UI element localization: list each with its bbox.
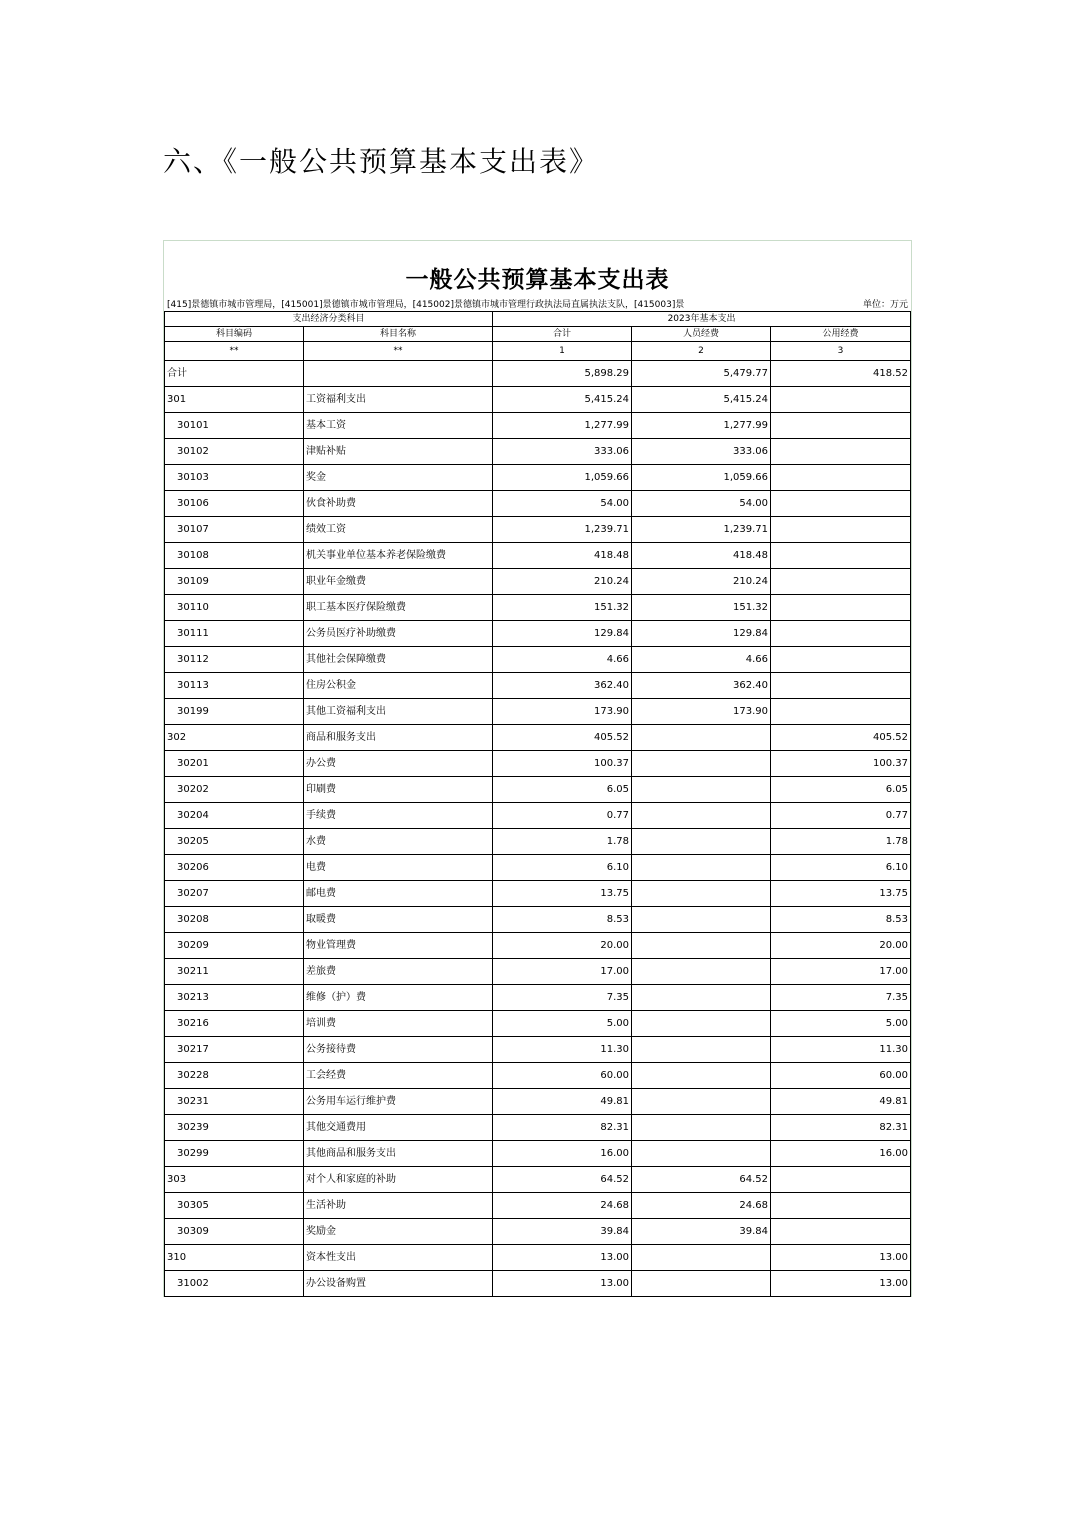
table-row (165, 569, 911, 595)
cell-public: 8.53 (771, 907, 911, 933)
cell-personnel (632, 829, 771, 855)
cell-name: 电费 (304, 855, 493, 881)
cell-total: 6.10 (493, 855, 632, 881)
cell-total: 13.75 (493, 881, 632, 907)
cell-total: 210.24 (493, 569, 632, 595)
cell-public: 17.00 (771, 959, 911, 985)
cell-code: 30207 (165, 881, 304, 907)
cell-total: 1.78 (493, 829, 632, 855)
cell-name: 其他社会保障缴费 (304, 647, 493, 673)
cell-code: 30113 (165, 673, 304, 699)
table-row (165, 725, 911, 751)
cell-code: 30201 (165, 751, 304, 777)
cell-personnel: 5,479.77 (632, 361, 771, 387)
cell-personnel (632, 881, 771, 907)
cell-personnel: 1,239.71 (632, 517, 771, 543)
cell-code: 310 (165, 1245, 304, 1271)
table-row (165, 517, 911, 543)
cell-total: 129.84 (493, 621, 632, 647)
cell-public: 0.77 (771, 803, 911, 829)
cell-name: 职业年金缴费 (304, 569, 493, 595)
cell-total: 151.32 (493, 595, 632, 621)
cell-code: 30228 (165, 1063, 304, 1089)
cell-personnel: 24.68 (632, 1193, 771, 1219)
table-row (165, 777, 911, 803)
cell-personnel: 362.40 (632, 673, 771, 699)
table-row (165, 1089, 911, 1115)
table-row (165, 361, 911, 387)
budget-sheet (163, 240, 912, 1297)
table-row (165, 855, 911, 881)
cell-personnel: 4.66 (632, 647, 771, 673)
cell-public (771, 673, 911, 699)
cell-personnel (632, 725, 771, 751)
cell-personnel (632, 1271, 771, 1297)
sheet-title: 一般公共预算基本支出表 (405, 267, 670, 293)
cell-name: 其他交通费用 (304, 1115, 493, 1141)
cell-name: 津贴补贴 (304, 439, 493, 465)
cell-personnel: 151.32 (632, 595, 771, 621)
cell-code: 30108 (165, 543, 304, 569)
cell-name: 取暖费 (304, 907, 493, 933)
cell-personnel: 5,415.24 (632, 387, 771, 413)
cell-public (771, 1167, 911, 1193)
cell-code: 31002 (165, 1271, 304, 1297)
cell-name: 办公费 (304, 751, 493, 777)
cell-personnel: 39.84 (632, 1219, 771, 1245)
cell-name: 物业管理费 (304, 933, 493, 959)
cell-name (304, 361, 493, 387)
table-row (165, 465, 911, 491)
header-column-row (165, 327, 911, 342)
cell-personnel (632, 1115, 771, 1141)
cell-public: 7.35 (771, 985, 911, 1011)
cell-code: 30205 (165, 829, 304, 855)
cell-personnel: 333.06 (632, 439, 771, 465)
cell-code: 30206 (165, 855, 304, 881)
cell-public (771, 699, 911, 725)
cell-code: 30208 (165, 907, 304, 933)
cell-total: 418.48 (493, 543, 632, 569)
cell-code: 30239 (165, 1115, 304, 1141)
cell-name: 工会经费 (304, 1063, 493, 1089)
cell-total: 4.66 (493, 647, 632, 673)
cell-code: 30211 (165, 959, 304, 985)
cell-name: 其他工资福利支出 (304, 699, 493, 725)
table-row (165, 829, 911, 855)
cell-personnel (632, 1037, 771, 1063)
cell-personnel (632, 907, 771, 933)
cell-public (771, 621, 911, 647)
cell-public: 82.31 (771, 1115, 911, 1141)
cell-total: 173.90 (493, 699, 632, 725)
table-row (165, 387, 911, 413)
cell-code: 30106 (165, 491, 304, 517)
table-row (165, 959, 911, 985)
cell-public: 6.05 (771, 777, 911, 803)
cell-name: 伙食补助费 (304, 491, 493, 517)
section-heading: 六、《一般公共预算基本支出表》 (163, 145, 600, 178)
table-row (165, 699, 911, 725)
cell-code: 30213 (165, 985, 304, 1011)
table-row (165, 543, 911, 569)
cell-total: 1,239.71 (493, 517, 632, 543)
budget-table-body (165, 361, 911, 1297)
cell-total: 13.00 (493, 1271, 632, 1297)
cell-public: 418.52 (771, 361, 911, 387)
table-row (165, 1037, 911, 1063)
index-name: ** (304, 342, 493, 361)
cell-code: 30102 (165, 439, 304, 465)
cell-code: 30112 (165, 647, 304, 673)
cell-name: 基本工资 (304, 413, 493, 439)
cell-code: 30204 (165, 803, 304, 829)
cell-public (771, 647, 911, 673)
cell-total: 49.81 (493, 1089, 632, 1115)
cell-total: 1,277.99 (493, 413, 632, 439)
cell-total: 8.53 (493, 907, 632, 933)
cell-public: 20.00 (771, 933, 911, 959)
cell-personnel: 173.90 (632, 699, 771, 725)
cell-name: 资本性支出 (304, 1245, 493, 1271)
cell-public: 60.00 (771, 1063, 911, 1089)
index-personnel: 2 (632, 342, 771, 361)
table-row (165, 413, 911, 439)
header-public: 公用经费 (771, 327, 911, 342)
cell-total: 17.00 (493, 959, 632, 985)
cell-code: 303 (165, 1167, 304, 1193)
cell-personnel (632, 777, 771, 803)
cell-public: 405.52 (771, 725, 911, 751)
cell-code: 30202 (165, 777, 304, 803)
budget-units: [415]景德镇市城市管理局，[415001]景德镇市城市管理局，[415002]景德镇市城市管理行政执法局直属执法支队，[415003]景 (167, 300, 685, 310)
cell-code: 30299 (165, 1141, 304, 1167)
cell-personnel: 1,277.99 (632, 413, 771, 439)
cell-personnel: 64.52 (632, 1167, 771, 1193)
cell-personnel (632, 855, 771, 881)
cell-name: 奖励金 (304, 1219, 493, 1245)
cell-name: 差旅费 (304, 959, 493, 985)
cell-name: 住房公积金 (304, 673, 493, 699)
cell-public (771, 595, 911, 621)
cell-total: 20.00 (493, 933, 632, 959)
cell-public: 13.00 (771, 1271, 911, 1297)
cell-total: 362.40 (493, 673, 632, 699)
cell-total: 5,415.24 (493, 387, 632, 413)
cell-public (771, 465, 911, 491)
cell-public (771, 543, 911, 569)
header-economic-classification: 支出经济分类科目 (165, 312, 493, 327)
cell-public: 5.00 (771, 1011, 911, 1037)
cell-personnel (632, 1141, 771, 1167)
cell-public: 16.00 (771, 1141, 911, 1167)
cell-personnel (632, 1063, 771, 1089)
cell-name: 奖金 (304, 465, 493, 491)
cell-public (771, 517, 911, 543)
table-row (165, 907, 911, 933)
cell-name: 公务接待费 (304, 1037, 493, 1063)
table-row (165, 1271, 911, 1297)
cell-personnel (632, 1011, 771, 1037)
index-total: 1 (493, 342, 632, 361)
cell-code: 30309 (165, 1219, 304, 1245)
cell-code: 30107 (165, 517, 304, 543)
cell-name: 印刷费 (304, 777, 493, 803)
cell-code: 302 (165, 725, 304, 751)
cell-total: 13.00 (493, 1245, 632, 1271)
table-row (165, 1245, 911, 1271)
cell-name: 培训费 (304, 1011, 493, 1037)
cell-name: 手续费 (304, 803, 493, 829)
cell-public: 11.30 (771, 1037, 911, 1063)
cell-personnel: 129.84 (632, 621, 771, 647)
cell-total: 54.00 (493, 491, 632, 517)
sheet-subheader (164, 293, 911, 311)
table-row (165, 933, 911, 959)
cell-public (771, 387, 911, 413)
cell-name: 公务员医疗补助缴费 (304, 621, 493, 647)
cell-code: 30231 (165, 1089, 304, 1115)
cell-total: 1,059.66 (493, 465, 632, 491)
cell-personnel: 210.24 (632, 569, 771, 595)
cell-total: 64.52 (493, 1167, 632, 1193)
cell-total: 39.84 (493, 1219, 632, 1245)
cell-public: 49.81 (771, 1089, 911, 1115)
cell-code: 30199 (165, 699, 304, 725)
table-row (165, 881, 911, 907)
cell-code: 30111 (165, 621, 304, 647)
cell-public (771, 491, 911, 517)
table-row (165, 595, 911, 621)
cell-personnel (632, 985, 771, 1011)
cell-name: 机关事业单位基本养老保险缴费 (304, 543, 493, 569)
cell-public (771, 1193, 911, 1219)
cell-public: 1.78 (771, 829, 911, 855)
cell-name: 商品和服务支出 (304, 725, 493, 751)
cell-public: 13.00 (771, 1245, 911, 1271)
table-row (165, 803, 911, 829)
index-public: 3 (771, 342, 911, 361)
cell-name: 对个人和家庭的补助 (304, 1167, 493, 1193)
table-row (165, 1193, 911, 1219)
cell-personnel (632, 959, 771, 985)
header-total: 合计 (493, 327, 632, 342)
cell-public (771, 1219, 911, 1245)
cell-total: 5,898.29 (493, 361, 632, 387)
cell-total: 11.30 (493, 1037, 632, 1063)
cell-total: 6.05 (493, 777, 632, 803)
table-row (165, 1219, 911, 1245)
cell-total: 7.35 (493, 985, 632, 1011)
table-row (165, 1115, 911, 1141)
table-row (165, 985, 911, 1011)
table-row (165, 621, 911, 647)
cell-code: 30305 (165, 1193, 304, 1219)
cell-name: 维修（护）费 (304, 985, 493, 1011)
cell-personnel: 1,059.66 (632, 465, 771, 491)
cell-personnel (632, 803, 771, 829)
header-personnel: 人员经费 (632, 327, 771, 342)
cell-total: 60.00 (493, 1063, 632, 1089)
cell-public (771, 439, 911, 465)
budget-table (164, 311, 911, 1297)
cell-code: 30216 (165, 1011, 304, 1037)
cell-public: 6.10 (771, 855, 911, 881)
header-basic-expenditure: 2023年基本支出 (493, 312, 911, 327)
cell-code: 30103 (165, 465, 304, 491)
cell-name: 水费 (304, 829, 493, 855)
cell-personnel (632, 933, 771, 959)
cell-code: 合计 (165, 361, 304, 387)
header-name: 科目名称 (304, 327, 493, 342)
index-code: ** (165, 342, 304, 361)
cell-code: 30101 (165, 413, 304, 439)
cell-public: 13.75 (771, 881, 911, 907)
table-row (165, 1063, 911, 1089)
header-group-row (165, 312, 911, 327)
cell-total: 100.37 (493, 751, 632, 777)
cell-name: 绩效工资 (304, 517, 493, 543)
cell-personnel (632, 1089, 771, 1115)
cell-name: 工资福利支出 (304, 387, 493, 413)
table-row (165, 439, 911, 465)
cell-name: 其他商品和服务支出 (304, 1141, 493, 1167)
cell-code: 301 (165, 387, 304, 413)
cell-personnel (632, 751, 771, 777)
cell-total: 0.77 (493, 803, 632, 829)
cell-public (771, 413, 911, 439)
table-row (165, 1141, 911, 1167)
table-row (165, 673, 911, 699)
table-row (165, 491, 911, 517)
table-row (165, 647, 911, 673)
cell-name: 公务用车运行维护费 (304, 1089, 493, 1115)
cell-name: 职工基本医疗保险缴费 (304, 595, 493, 621)
table-row (165, 1167, 911, 1193)
cell-total: 82.31 (493, 1115, 632, 1141)
cell-name: 生活补助 (304, 1193, 493, 1219)
table-row (165, 1011, 911, 1037)
cell-personnel: 418.48 (632, 543, 771, 569)
cell-personnel (632, 1245, 771, 1271)
cell-total: 5.00 (493, 1011, 632, 1037)
unit-label: 单位：万元 (862, 300, 908, 310)
header-index-row (165, 342, 911, 361)
cell-public (771, 569, 911, 595)
header-code: 科目编码 (165, 327, 304, 342)
cell-total: 333.06 (493, 439, 632, 465)
cell-code: 30110 (165, 595, 304, 621)
cell-total: 405.52 (493, 725, 632, 751)
cell-code: 30109 (165, 569, 304, 595)
cell-total: 16.00 (493, 1141, 632, 1167)
table-row (165, 751, 911, 777)
cell-code: 30209 (165, 933, 304, 959)
cell-name: 邮电费 (304, 881, 493, 907)
cell-total: 24.68 (493, 1193, 632, 1219)
cell-name: 办公设备购置 (304, 1271, 493, 1297)
cell-public: 100.37 (771, 751, 911, 777)
cell-code: 30217 (165, 1037, 304, 1063)
cell-personnel: 54.00 (632, 491, 771, 517)
